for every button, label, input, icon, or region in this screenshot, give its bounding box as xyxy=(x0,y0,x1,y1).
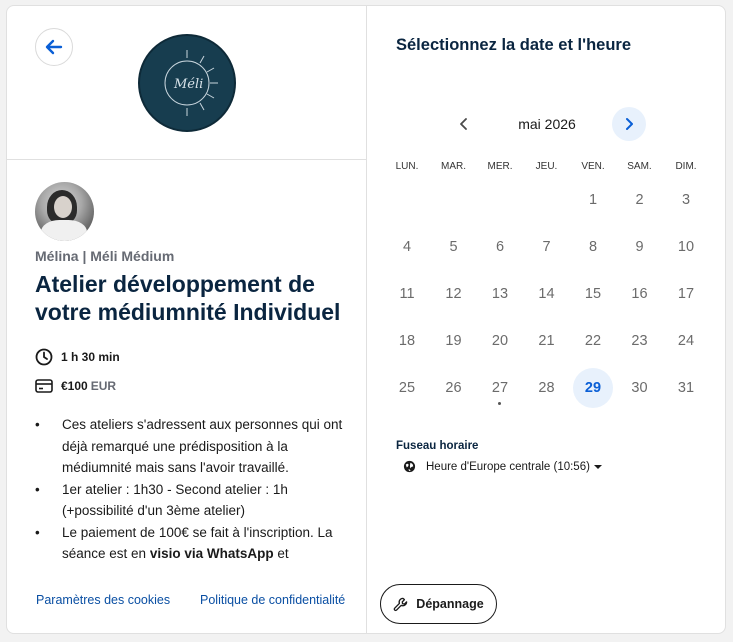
event-description xyxy=(35,414,355,565)
calendar-day: 19 xyxy=(445,333,462,349)
calendar-day: 8 xyxy=(588,239,598,255)
calendar-day: 24 xyxy=(677,333,695,349)
current-month: mai 2026 xyxy=(518,116,576,132)
chevron-down-icon xyxy=(594,465,602,469)
weekday-label: DIM. xyxy=(675,161,697,172)
calendar-day: 5 xyxy=(449,239,458,255)
calendar-day: 3 xyxy=(681,192,691,208)
calendar-day: 22 xyxy=(584,333,602,349)
troubleshoot-label: Dépannage xyxy=(416,597,484,611)
weekday-header xyxy=(384,161,710,175)
calendar-day: 7 xyxy=(542,239,551,255)
calendar-day-selected[interactable]: 29 xyxy=(573,368,613,408)
chevron-left-icon xyxy=(458,117,470,131)
calendar-day: 16 xyxy=(631,286,648,302)
calendar-day: 6 xyxy=(495,239,505,255)
calendar-day: 21 xyxy=(538,333,555,349)
calendar-day: 20 xyxy=(491,333,509,349)
brand-logo xyxy=(138,34,236,132)
calendar-day: 28 xyxy=(538,380,555,396)
calendar-day: 18 xyxy=(398,333,416,349)
calendar-day: 12 xyxy=(445,286,462,302)
troubleshoot-button[interactable] xyxy=(380,584,497,624)
organizer-name: Mélina | Méli Médium xyxy=(35,248,175,264)
timezone-value: Heure d'Europe centrale (10:56) xyxy=(426,460,590,473)
calendar-day: 11 xyxy=(399,286,415,302)
weekday-label: VEN. xyxy=(581,161,605,172)
calendar-day: 15 xyxy=(584,286,602,302)
month-navigation xyxy=(367,107,726,143)
calendar-day: 1 xyxy=(588,192,598,208)
duration-row xyxy=(35,348,120,366)
calendar-day: 9 xyxy=(635,239,644,255)
calendar-heading: Sélectionnez la date et l'heure xyxy=(396,36,631,54)
calendar-day: 23 xyxy=(631,333,648,349)
chevron-right-icon xyxy=(623,117,635,131)
price-row xyxy=(35,378,116,394)
calendar-day: 26 xyxy=(445,380,462,396)
credit-card-icon xyxy=(35,378,53,394)
calendar-grid xyxy=(384,177,710,413)
duration-value: 1 h 30 min xyxy=(61,350,120,364)
calendar-day: 31 xyxy=(677,380,695,396)
timezone-label: Fuseau horaire xyxy=(396,440,479,452)
weekday-label: MAR. xyxy=(441,161,466,172)
timezone-select[interactable] xyxy=(403,460,602,473)
today-indicator xyxy=(498,402,501,405)
event-title: Atelier développement de votre médiumnité Individuel xyxy=(35,271,341,325)
booking-card xyxy=(6,5,726,634)
price-currency: EUR xyxy=(90,379,117,393)
calendar-day: 2 xyxy=(635,192,644,208)
calendar-day: 4 xyxy=(402,239,412,255)
previous-month-button[interactable] xyxy=(447,107,481,141)
calendar-day: 25 xyxy=(398,380,416,396)
arrow-left-icon xyxy=(44,37,64,57)
description-item: • Le paiement de 100€ se fait à l'inscription. La séance est en visio via WhatsApp et xyxy=(35,522,355,565)
svg-text:Méli: Méli xyxy=(174,77,204,92)
organizer-avatar xyxy=(35,182,94,241)
next-month-button[interactable] xyxy=(612,107,646,141)
event-details-panel xyxy=(7,6,367,633)
weekday-label: LUN. xyxy=(395,161,419,172)
calendar-day: 14 xyxy=(538,286,555,302)
calendar-day: 10 xyxy=(677,239,695,255)
weekday-label: JEU. xyxy=(535,161,558,172)
calendar-day: 30 xyxy=(631,380,648,396)
wrench-icon xyxy=(393,597,408,612)
privacy-policy-link[interactable]: Politique de confidentialité xyxy=(200,593,346,607)
back-button[interactable] xyxy=(35,28,73,66)
description-item: • Ces ateliers s'adressent aux personnes qui ont déjà remarqué une prédisposition à la médiumnité mais sans l'avoir travaillé. xyxy=(35,414,355,479)
weekday-label: SAM. xyxy=(627,161,652,172)
calendar-day: 13 xyxy=(491,286,509,302)
weekday-label: MER. xyxy=(487,161,513,172)
date-picker-panel xyxy=(367,6,726,633)
price-value: €100 xyxy=(61,379,88,393)
clock-icon xyxy=(35,348,53,366)
description-item: • 1er atelier : 1h30 - Second atelier : 1h (+possibilité d'un 3ème atelier) xyxy=(35,479,355,522)
calendar-day: 17 xyxy=(677,286,695,302)
cookie-settings-link[interactable]: Paramètres des cookies xyxy=(36,593,171,607)
globe-icon xyxy=(403,460,416,473)
logo-header xyxy=(7,6,367,160)
calendar-day: 27 xyxy=(477,365,523,411)
